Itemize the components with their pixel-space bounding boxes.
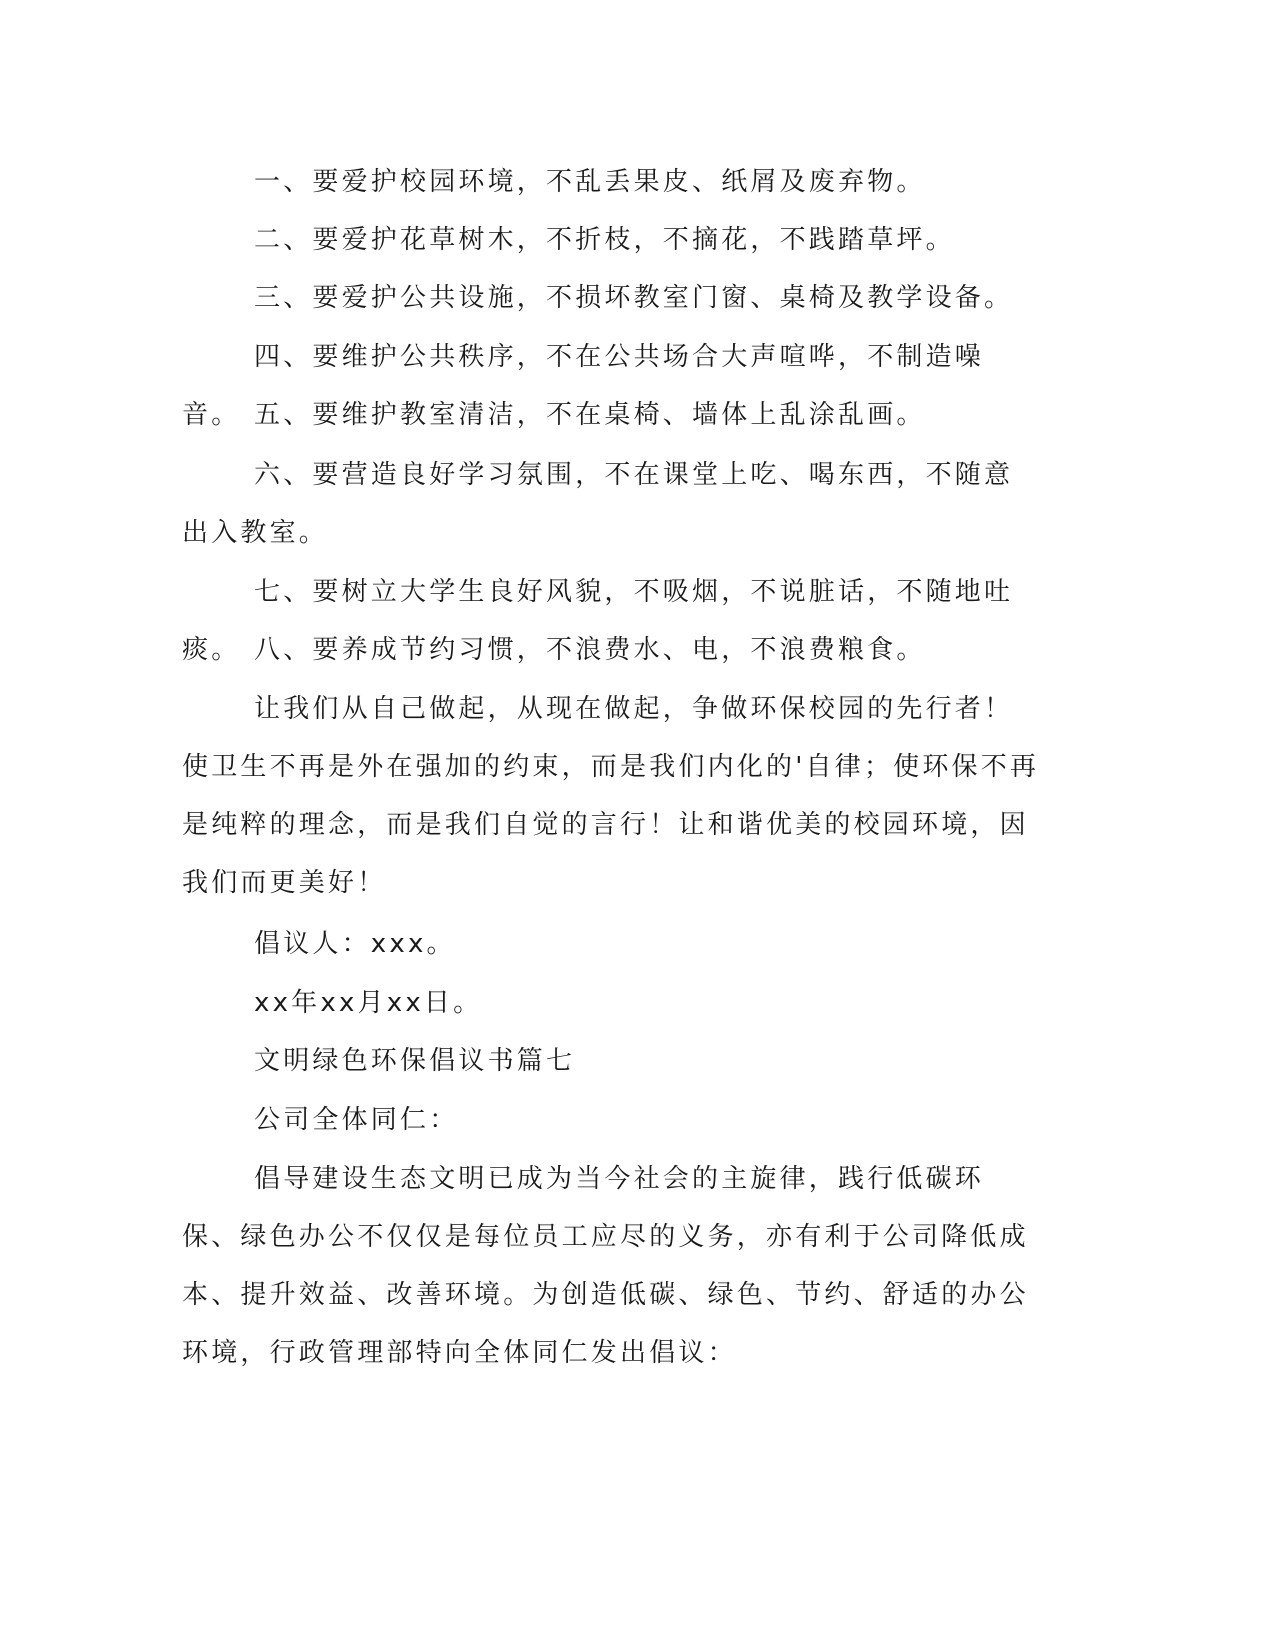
section-heading: 文明绿色环保倡议书篇七 <box>254 1046 576 1076</box>
introduction-paragraph: 倡导建设生态文明已成为当今社会的主旋律，践行低碳环保、绿色办公不仅仅是每位员工应尽的义务，亦有利于公司降低成本、提升效益、改善环境。为创造低碳、绿色、节约、舒适的办公环境，行政管理部特向全体同仁发出倡议： <box>182 1164 1029 1368</box>
date-line: xx年xx月xx日。 <box>254 988 483 1018</box>
rule-4-paragraph: 四、要维护公共秩序，不在公共场合大声喧哗，不制造噪音。 <box>182 342 985 430</box>
rule-7-paragraph: 七、要树立大学生良好风貌，不吸烟，不说脏话，不随地吐痰。 <box>182 577 1014 665</box>
rule-8-paragraph: 八、要养成节约习惯，不浪费水、电，不浪费粮食。 <box>254 635 926 665</box>
rule-1-paragraph: 一、要爱护校园环境，不乱丢果皮、纸屑及废弃物。 <box>254 167 926 197</box>
rule-3-paragraph: 三、要爱护公共设施，不损坏教室门窗、桌椅及教学设备。 <box>254 283 1014 313</box>
closing-paragraph: 让我们从自己做起，从现在做起，争做环保校园的先行者！使卫生不再是外在强加的约束，而是我们内化的'自律；使环保不再是纯粹的理念，而是我们自觉的言行！让和谐优美的校园环境，因我们而更美好！ <box>182 694 1040 898</box>
proposer-line: 倡议人：xxx。 <box>254 929 456 959</box>
rule-6-paragraph: 六、要营造良好学习氛围，不在课堂上吃、喝东西，不随意出入教室。 <box>182 460 1014 548</box>
rule-5-paragraph: 五、要维护教室清洁，不在桌椅、墙体上乱涂乱画。 <box>254 400 926 430</box>
salutation-line: 公司全体同仁： <box>254 1105 459 1135</box>
rule-2-paragraph: 二、要爱护花草树木，不折枝，不摘花，不践踏草坪。 <box>254 225 955 255</box>
